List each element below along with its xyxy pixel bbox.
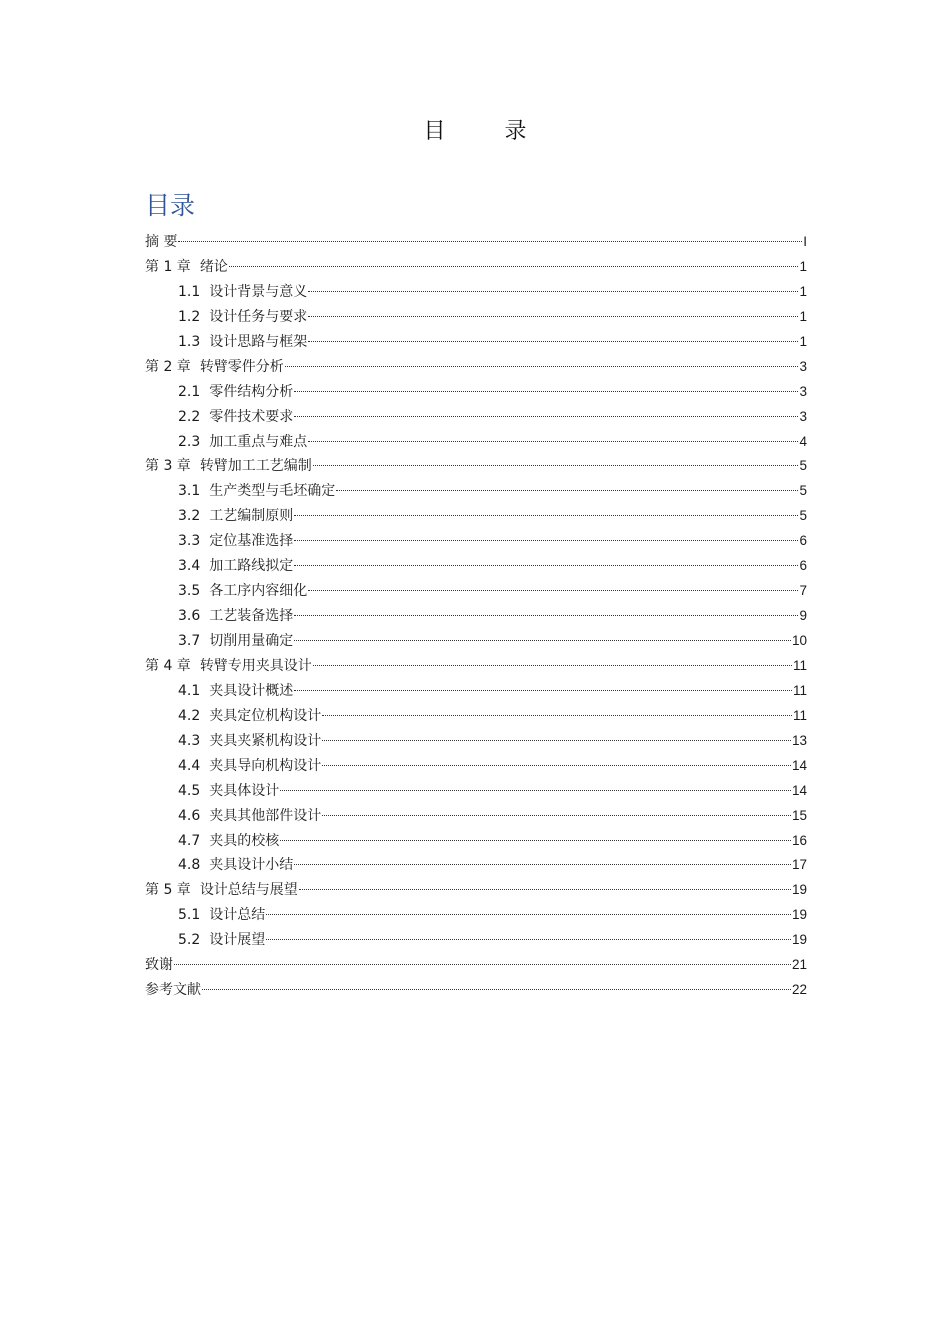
toc-entry-number: 3.2 — [178, 508, 201, 525]
toc-entry[interactable] — [145, 654, 807, 679]
toc-entry[interactable] — [145, 704, 807, 729]
toc-entry[interactable] — [145, 305, 807, 330]
page-title: 目 录 — [423, 119, 553, 144]
toc-entry[interactable] — [145, 928, 807, 953]
toc-page-number: 15 — [791, 807, 807, 823]
toc-entry-title — [178, 729, 321, 754]
toc-entry-number: 4.2 — [178, 707, 201, 724]
toc-page-number: 5 — [799, 483, 807, 499]
toc-entry-text: 夹具夹紧机构设计 — [209, 732, 322, 749]
toc-entry-text: 转臂专用夹具设计 — [199, 657, 312, 674]
toc-dot-leader — [280, 790, 791, 791]
toc-entry-title — [178, 853, 293, 878]
toc-entry-text: 摘 要 — [145, 234, 178, 250]
toc-entry-number: 4.5 — [178, 782, 201, 799]
toc-entry-text: 设计思路与框架 — [209, 333, 308, 350]
toc-entry-text: 生产类型与毛坯确定 — [209, 483, 336, 500]
toc-entry-text: 夹具导向机构设计 — [209, 757, 322, 774]
toc-heading: 目录 — [145, 191, 196, 220]
toc-entry-text: 转臂加工工艺编制 — [199, 458, 312, 475]
toc-page-number: 19 — [791, 932, 807, 948]
toc-page-number: 13 — [791, 732, 807, 748]
toc-entry-text: 绪论 — [199, 258, 228, 275]
toc-page-number: 4 — [799, 433, 807, 449]
toc-page-number: 1 — [799, 283, 807, 299]
toc-dot-leader — [229, 266, 799, 267]
toc-entry-title — [178, 928, 265, 953]
toc-entry-text: 加工路线拟定 — [209, 558, 294, 575]
toc-entry-number: 3.5 — [178, 583, 201, 600]
toc-entry-title — [178, 280, 307, 305]
toc-entry-number: 3.4 — [178, 558, 201, 575]
toc-page-number: 3 — [799, 408, 807, 424]
toc-page-number: 16 — [791, 832, 807, 848]
toc-entry-title — [145, 255, 228, 280]
toc-entry-title — [178, 405, 293, 430]
toc-entry[interactable] — [145, 230, 807, 255]
toc-entry[interactable] — [145, 380, 807, 405]
toc-entry-title — [178, 380, 293, 405]
toc-entry-number: 第 4 章 — [145, 657, 191, 674]
toc-page-number: 6 — [799, 558, 807, 574]
toc-dot-leader — [308, 341, 798, 342]
toc-dot-leader — [322, 815, 791, 816]
toc-entry-text: 夹具定位机构设计 — [209, 707, 322, 724]
toc-entry-number: 5.1 — [178, 907, 201, 924]
toc-entry-number: 第 5 章 — [145, 882, 191, 899]
toc-page-number: 14 — [791, 782, 807, 798]
toc-entry-text: 工艺编制原则 — [209, 508, 294, 525]
toc-entry-number: 5.2 — [178, 932, 201, 949]
toc-entry-text: 切削用量确定 — [209, 633, 294, 649]
toc-entry-number: 3.7 — [178, 633, 201, 649]
toc-page-number: 11 — [792, 682, 807, 698]
toc-page-number: 11 — [792, 657, 807, 673]
toc-entry-number: 第 1 章 — [145, 258, 191, 275]
toc-dot-leader — [294, 690, 792, 691]
toc-entry[interactable] — [145, 430, 807, 455]
toc-page-number: 1 — [799, 258, 807, 274]
toc-dot-leader — [294, 615, 798, 616]
toc-dot-leader — [313, 665, 792, 666]
toc-page-number: 14 — [791, 757, 807, 773]
toc-entry-title — [145, 878, 298, 903]
toc-dot-leader — [285, 366, 799, 367]
toc-entry[interactable] — [145, 255, 807, 280]
toc-entry-title — [178, 529, 293, 554]
toc-page-number: 3 — [799, 358, 807, 374]
toc-page-number: 5 — [799, 508, 807, 524]
toc-entry[interactable] — [145, 629, 807, 654]
toc-entry-title — [178, 829, 279, 854]
toc-entry-title — [178, 504, 293, 529]
toc-entry-number: 4.4 — [178, 757, 201, 774]
toc-entry-text: 夹具其他部件设计 — [209, 807, 322, 824]
toc-entry-number: 3.6 — [178, 608, 201, 625]
toc-dot-leader — [308, 316, 798, 317]
toc-entry-title — [178, 804, 321, 829]
toc-entry-title — [145, 953, 173, 978]
toc-entry-title — [178, 704, 321, 729]
toc-entry-title — [178, 579, 307, 604]
toc-entry-text: 转臂零件分析 — [199, 358, 284, 375]
toc-page-number: 19 — [791, 882, 807, 898]
toc-entry-text: 夹具设计概述 — [209, 682, 294, 699]
toc-entry-title — [145, 355, 284, 380]
toc-entry-number: 4.7 — [178, 832, 201, 849]
toc-entry-number: 2.3 — [178, 433, 201, 450]
toc-entry-text: 设计总结 — [209, 907, 266, 924]
toc-entry-number: 1.2 — [178, 308, 201, 325]
toc-page-number: 3 — [799, 383, 807, 399]
toc-entry[interactable] — [145, 355, 807, 380]
toc-entry[interactable] — [145, 529, 807, 554]
toc-dot-leader — [280, 840, 791, 841]
toc-entry[interactable] — [145, 405, 807, 430]
toc-page-number: 19 — [791, 907, 807, 923]
toc-dot-leader — [174, 964, 791, 965]
toc-dot-leader — [294, 391, 798, 392]
toc-entry-text: 设计展望 — [209, 932, 266, 949]
toc-dot-leader — [313, 465, 799, 466]
toc-page-number: 17 — [791, 857, 807, 873]
toc-entry-title — [145, 454, 312, 479]
toc-entry-title — [178, 903, 265, 928]
toc-dot-leader — [178, 241, 802, 242]
toc-entry-number: 4.8 — [178, 857, 201, 874]
toc-page-number: 7 — [799, 583, 807, 599]
toc-dot-leader — [266, 939, 791, 940]
toc-page-number: 22 — [791, 982, 807, 998]
toc-entry[interactable] — [145, 953, 807, 978]
toc-dot-leader — [266, 914, 791, 915]
toc-entry-title — [178, 479, 335, 504]
toc-entry[interactable] — [145, 779, 807, 804]
toc-entry[interactable] — [145, 454, 807, 479]
toc-dot-leader — [322, 765, 791, 766]
toc-entry-number: 4.3 — [178, 732, 201, 749]
toc-entry-title — [178, 554, 293, 579]
toc-dot-leader — [308, 291, 798, 292]
toc-entry-title — [178, 330, 307, 355]
toc-entry-number: 4.6 — [178, 807, 201, 824]
toc-entry-text: 参考文献 — [145, 982, 201, 999]
toc-entry-title — [178, 604, 293, 629]
toc-entry[interactable] — [145, 330, 807, 355]
toc-dot-leader — [308, 441, 798, 442]
toc-entry-title — [178, 430, 307, 455]
toc-entry[interactable] — [145, 679, 807, 704]
toc-dot-leader — [294, 640, 791, 641]
toc-dot-leader — [322, 740, 791, 741]
toc-entry-text: 致谢 — [145, 957, 173, 974]
table-of-contents — [145, 230, 807, 1003]
toc-dot-leader — [299, 889, 791, 890]
toc-entry-title — [178, 679, 293, 704]
toc-entry-title — [145, 230, 177, 255]
toc-entry-text: 工艺装备选择 — [209, 608, 294, 625]
toc-entry-text: 夹具的校核 — [209, 832, 280, 849]
toc-entry-title — [145, 654, 312, 679]
toc-dot-leader — [294, 515, 798, 516]
toc-entry[interactable] — [145, 729, 807, 754]
toc-dot-leader — [336, 490, 798, 491]
toc-entry-text: 定位基准选择 — [209, 533, 294, 550]
toc-entry[interactable] — [145, 479, 807, 504]
toc-entry-title — [178, 305, 307, 330]
toc-entry-number: 1.3 — [178, 333, 201, 350]
toc-entry-text: 加工重点与难点 — [209, 433, 308, 450]
toc-entry-text: 夹具体设计 — [209, 782, 280, 799]
toc-entry-text: 设计背景与意义 — [209, 283, 308, 300]
toc-dot-leader — [294, 540, 798, 541]
toc-entry-title — [145, 978, 201, 1003]
toc-entry[interactable] — [145, 829, 807, 854]
toc-entry-number: 3.3 — [178, 533, 201, 550]
toc-page-number: 1 — [799, 333, 807, 349]
toc-entry-number: 第 2 章 — [145, 358, 191, 375]
toc-dot-leader — [294, 565, 798, 566]
toc-entry-text: 夹具设计小结 — [209, 857, 294, 874]
toc-entry[interactable] — [145, 579, 807, 604]
toc-entry-number: 1.1 — [178, 283, 201, 300]
toc-entry-title — [178, 629, 293, 654]
toc-entry[interactable] — [145, 604, 807, 629]
toc-dot-leader — [322, 715, 792, 716]
toc-entry[interactable] — [145, 903, 807, 928]
toc-entry[interactable] — [145, 853, 807, 878]
toc-page-number: 10 — [791, 633, 807, 648]
toc-entry-number: 3.1 — [178, 483, 201, 500]
toc-page-number: 6 — [799, 533, 807, 549]
toc-entry-number: 第 3 章 — [145, 458, 191, 475]
toc-dot-leader — [308, 590, 798, 591]
toc-entry[interactable] — [145, 878, 807, 903]
toc-page-number: I — [803, 234, 807, 249]
toc-entry-text: 零件技术要求 — [209, 408, 294, 425]
toc-entry-text: 设计任务与要求 — [209, 308, 308, 325]
toc-entry-title — [178, 779, 279, 804]
toc-entry-text: 各工序内容细化 — [209, 583, 308, 600]
toc-page-number: 21 — [791, 957, 807, 973]
toc-page-number: 11 — [792, 707, 807, 723]
toc-entry-number: 4.1 — [178, 682, 201, 699]
toc-entry[interactable] — [145, 554, 807, 579]
toc-entry[interactable] — [145, 280, 807, 305]
toc-entry[interactable] — [145, 504, 807, 529]
toc-page-number: 9 — [799, 608, 807, 624]
toc-entry-text: 零件结构分析 — [209, 383, 294, 400]
toc-entry-text: 设计总结与展望 — [199, 882, 298, 899]
toc-dot-leader — [202, 989, 791, 990]
toc-entry-title — [178, 754, 321, 779]
toc-dot-leader — [294, 864, 791, 865]
toc-entry[interactable] — [145, 978, 807, 1003]
toc-entry[interactable] — [145, 754, 807, 779]
toc-dot-leader — [294, 416, 798, 417]
toc-entry[interactable] — [145, 804, 807, 829]
toc-entry-number: 2.2 — [178, 408, 201, 425]
toc-entry-number: 2.1 — [178, 383, 201, 400]
toc-page-number: 1 — [799, 308, 807, 324]
toc-page-number: 5 — [799, 458, 807, 474]
